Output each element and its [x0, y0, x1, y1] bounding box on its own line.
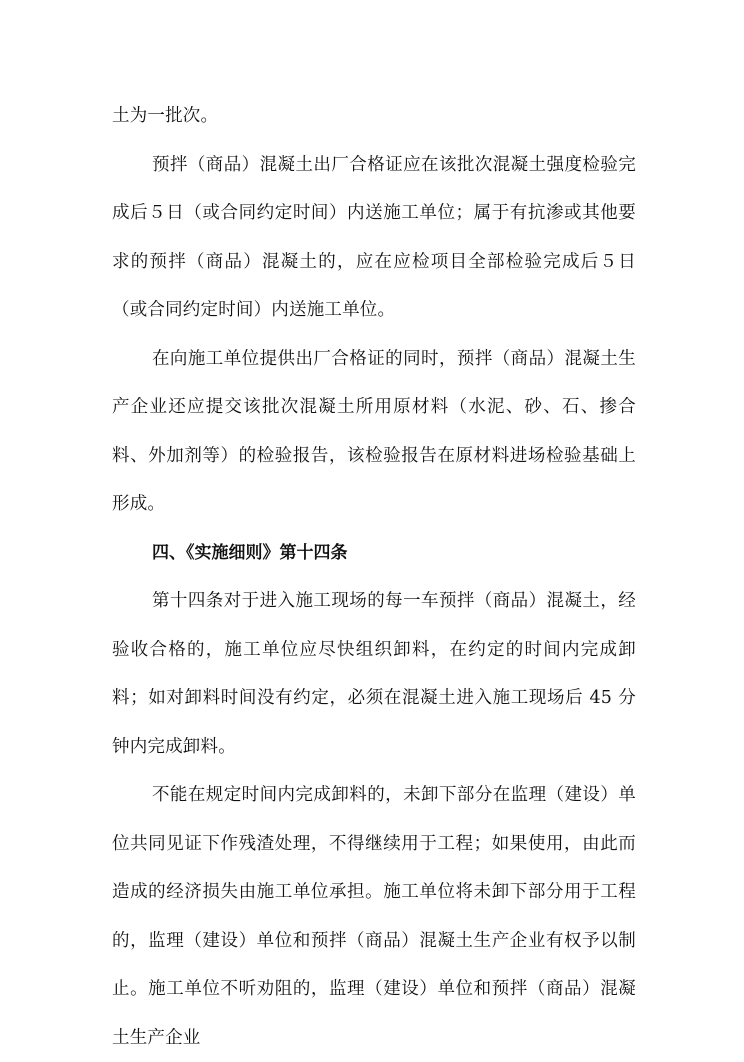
- paragraph-article-fourteen: 第十四条对于进入施工现场的每一车预拌（商品）混凝土，经验收合格的，施工单位应尽快组织卸料，在约定的时间内完成卸料；如对卸料时间没有约定，必须在混凝土进入施工现场后 45 分钟内完成卸料。: [112, 591, 636, 757]
- paragraph-material-reports: 在向施工单位提供出厂合格证的同时，预拌（商品）混凝土生产企业还应提交该批次混凝土所用原材料（水泥、砂、石、掺合料、外加剂等）的检验报告，该检验报告在原材料进场检验基础上形成。: [112, 348, 636, 514]
- paragraph-certificate-delivery: 预拌（商品）混凝土出厂合格证应在该批次混凝土强度检验完成后５日（或合同约定时间）内送施工单位；属于有抗渗或其他要求的预拌（商品）混凝土的，应在应检项目全部检验完成后５日（或合同约定时间）内送施工单位。: [112, 154, 636, 320]
- document-body: [112, 92, 636, 1062]
- section-heading: 四、《实施细则》第十四条: [152, 542, 348, 563]
- paragraph-unloading-timeout: 不能在规定时间内完成卸料的，未卸下部分在监理（建设）单位共同见证下作残渣处理，不得继续用于工程；如果使用，由此而造成的经济损失由施工单位承担。施工单位将未卸下部分用于工程的，监理（建设）单位和预拌（商品）混凝土生产企业有权予以制止。施工单位不听劝阻的，监理（建设）单位和预拌（商品）混凝土生产企业: [112, 785, 636, 1048]
- paragraph-continuation: 土为一批次。: [112, 106, 219, 126]
